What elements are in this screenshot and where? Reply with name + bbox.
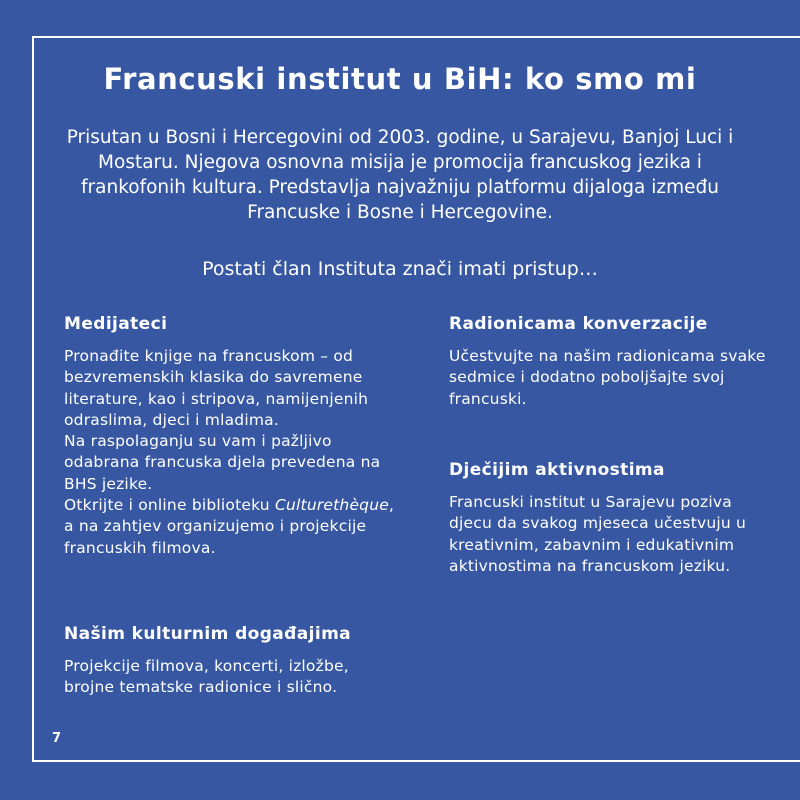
page-number: 7 [52, 731, 62, 746]
section-text-part: , a na zahtjev organizujemo i projekcije francuskih filmova. [64, 496, 395, 557]
section-text: Francuski institut u Sarajevu poziva djecu da svakog mjeseca učestvuju u kreativnim, zabavnim i edukativnim aktivnostima na francuskom jeziku. [449, 493, 747, 575]
section-text [64, 346, 404, 559]
section-text-part: Otkrijte i online biblioteku [64, 496, 270, 515]
section-kids-activities [449, 460, 779, 577]
section-heading: Dječijim aktivnostima [449, 460, 665, 480]
page-title: Francuski institut u BiH: ko smo mi [103, 62, 697, 96]
section-heading: Medijateci [64, 314, 168, 334]
section-text: Učestvujte na našim radionicama svake sedmice i dodatno poboljšajte svoj francuski. [449, 347, 766, 408]
section-text-part: Pronađite knjige na francuskom – od bezvremenskih klasika do savremene literature, kao i stripova, namijenjenih odraslima, djeci i mladima. [64, 347, 369, 429]
section-conversation-workshops [449, 314, 779, 410]
culturetheque-name: Culturethèque [274, 496, 389, 515]
section-text: Projekcije filmova, koncerti, izložbe, brojne tematske radionice i slično. [64, 657, 349, 697]
section-mediateka [64, 314, 404, 559]
section-culture-events [64, 624, 404, 699]
section-heading: Radionicama konverzacije [449, 314, 708, 334]
section-heading: Našim kulturnim događajima [64, 624, 352, 644]
section-text-part: Na raspolaganju su vam i pažljivo odabrana francuska djela prevedena na BHS jezike. [64, 432, 381, 493]
subtitle: Postati član Instituta znači imati pristup… [202, 258, 598, 280]
intro-paragraph: Prisutan u Bosni i Hercegovini od 2003. godine, u Sarajevu, Banjoj Luci i Mostaru. Njegova osnovna misija je promocija francuskog jezika i frankofonih kultura. Predstavlja najvažniju platformu dijaloga između Francuske i Bosne i Hercegovine. [66, 127, 734, 223]
